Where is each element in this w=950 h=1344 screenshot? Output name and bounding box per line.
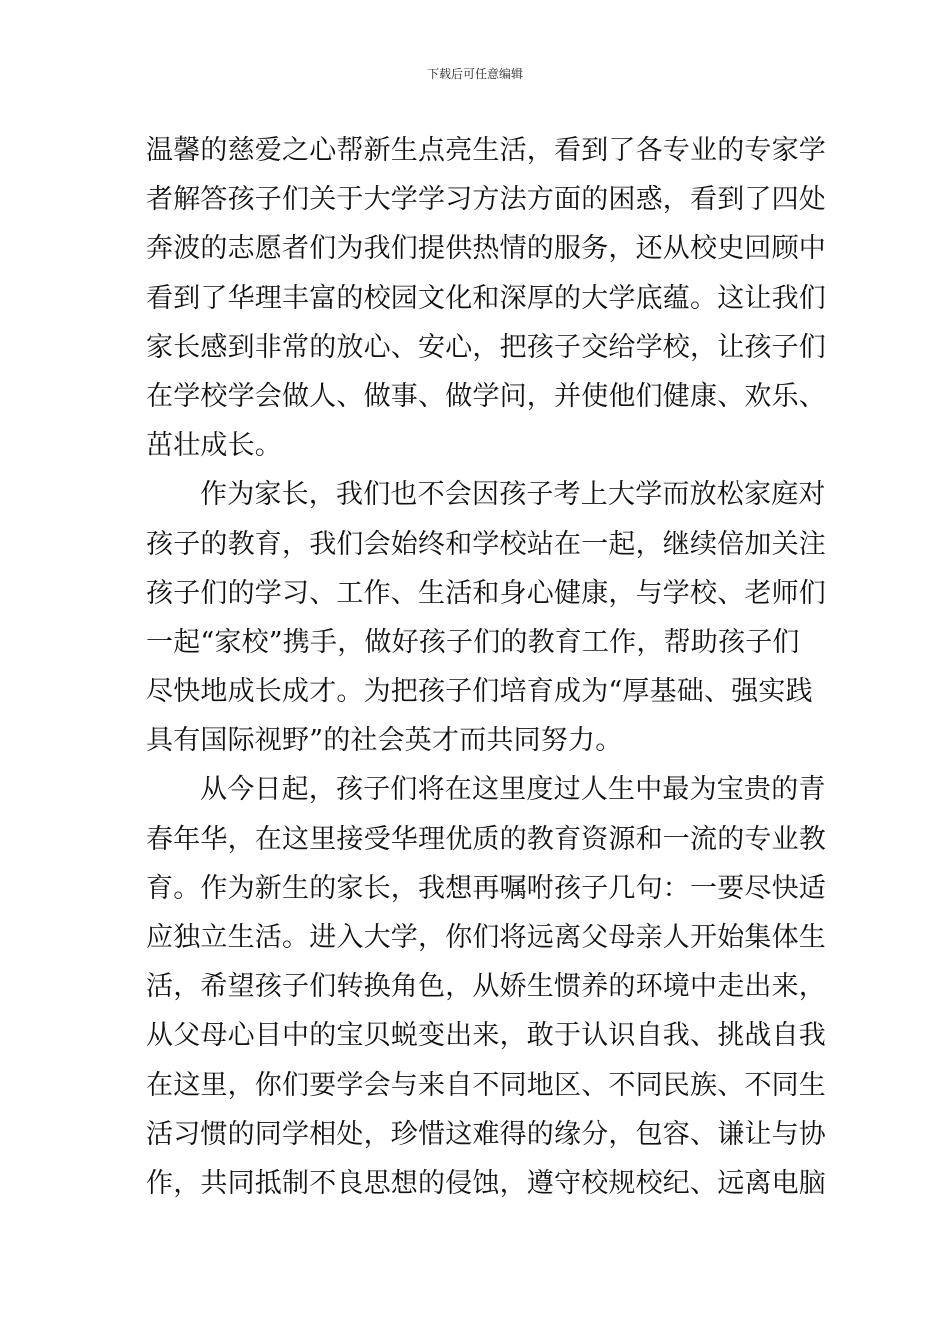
text-line: 活习惯的同学相处，珍惜这难得的缘分，包容、谦让与协 [146, 1118, 826, 1150]
text-line: 茁壮成长。 [146, 430, 282, 462]
text-line: 一起“家校”携手，做好孩子们的教育工作，帮助孩子们 [146, 626, 800, 658]
document-body [146, 126, 826, 1208]
text-line: 家长感到非常的放心、安心，把孩子交给学校，让孩子们 [146, 331, 826, 363]
text-line: 从父母心目中的宝贝蜕变出来，敢于认识自我、挑战自我 [146, 1020, 826, 1052]
text-line: 尽快地成长成才。为把孩子们培育成为“厚基础、强实践 [146, 676, 813, 708]
text-line: 奔波的志愿者们为我们提供热情的服务，还从校史回顾中 [146, 233, 826, 265]
text-line: 具有国际视野”的社会英才而共同努力。 [146, 725, 623, 757]
text-line: 看到了华理丰富的校园文化和深厚的大学底蕴。这让我们 [146, 282, 826, 314]
text-line: 活，希望孩子们转换角色，从娇生惯养的环境中走出来， [146, 971, 826, 1003]
text-line: 从今日起，孩子们将在这里度过人生中最为宝贵的青 [200, 774, 826, 806]
text-line: 春年华，在这里接受华理优质的教育资源和一流的专业教 [146, 823, 826, 855]
paragraph-3 [146, 765, 826, 1208]
page-header: 下载后可任意编辑 [426, 67, 523, 81]
text-line: 温馨的慈爱之心帮新生点亮生活，看到了各专业的专家学 [146, 135, 826, 166]
paragraph-1 [146, 126, 826, 470]
paragraph-2 [146, 470, 826, 765]
text-line: 孩子的教育，我们会始终和学校站在一起，继续倍加关注 [146, 528, 826, 560]
text-line: 作，共同抵制不良思想的侵蚀，遵守校规校纪、远离电脑 [146, 1167, 826, 1199]
text-line: 育。作为新生的家长，我想再嘱咐孩子几句：一要尽快适 [146, 872, 826, 904]
text-line: 在学校学会做人、做事、做学问，并使他们健康、欢乐、 [146, 380, 826, 412]
text-line: 者解答孩子们关于大学学习方法方面的困惑，看到了四处 [146, 184, 826, 216]
text-line: 作为家长，我们也不会因孩子考上大学而放松家庭对 [200, 479, 826, 511]
text-line: 在这里，你们要学会与来自不同地区、不同民族、不同生 [146, 1069, 826, 1101]
text-line: 孩子们的学习、工作、生活和身心健康，与学校、老师们 [146, 577, 826, 609]
text-line: 应独立生活。进入大学，你们将远离父母亲人开始集体生 [146, 922, 826, 953]
